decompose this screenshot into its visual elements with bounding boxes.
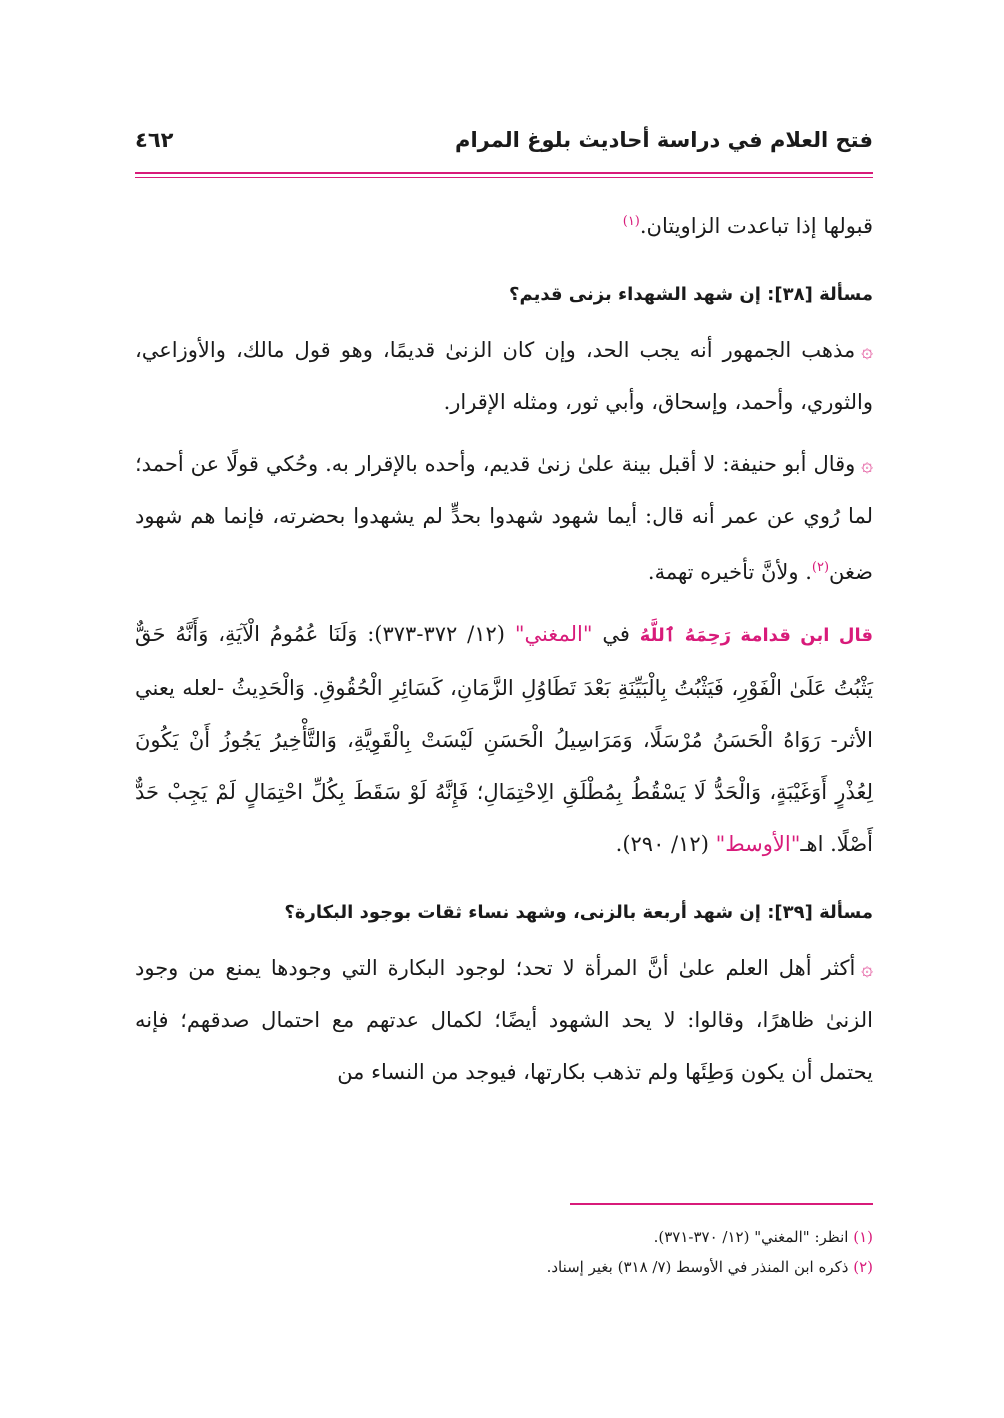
running-header [135,128,873,164]
intro-text: قبولها إذا تباعدت الزاويتان. [639,214,873,238]
quote-body: (١٢/ ٣٧٢-٣٧٣): وَلَنَا عُمُومُ الْآيَةِ، وَأَنَّهُ حَقٌّ يَثْبُتُ عَلَىٰ الْفَوْرِ، فَيَثْبُتُ بِالْبَيِّنَةِ بَعْدَ تَطَاوُلِ الزَّمَانِ، كَسَائِرِ الْحُقُوقِ. وَالْحَدِيثُ -لعله يعني الأثر- رَوَاهُ الْحَسَنُ مُرْسَلًا، وَمَرَاسِيلُ الْحَسَنِ لَيْسَتْ بِالْقَوِيَّةِ، وَالتَّأْخِيرُ يَجُوزُ أَنْ يَكُونَ لِعُذْرٍ أَوَغَيْبَةٍ، وَالْحَدُّ لَا يَسْقُطُ بِمُطْلَقِ الِاحْتِمَالِ؛ فَإِنَّهُ لَوْ سَقَطَ بِكُلِّ احْتِمَالٍ لَمْ يَجِبْ حَدٌّ أَصْلًا. اهـ [135,622,873,856]
intro-line [135,196,873,252]
ornament-flower-icon: ۞ [861,452,873,476]
issue-39-para-1 [135,942,873,1098]
running-title: فتح العلام في دراسة أحاديث بلوغ المرام [455,128,873,152]
quote-source-2: "الأوسط" [715,832,801,856]
issue-38-para-2 [135,438,873,598]
ibn-qudama-quote [135,608,873,870]
issue-38-para-1-text: مذهب الجمهور أنه يجب الحد، وإن كان الزنىٰ قديمًا، وهو قول مالك، والأوزاعي، والثوري، وأحمد، وإسحاق، وأبي ثور، ومثله الإقرار. [135,338,873,414]
quote-intro: في [592,622,640,646]
footnote-2 [135,1252,873,1282]
footnote-1 [135,1222,873,1252]
issue-39-heading: مسألة [٣٩]: إن شهد أربعة بالزنى، وشهد نساء ثقات بوجود البكارة؟ [284,902,873,923]
issue-39-para-1-text: أكثر أهل العلم علىٰ أنَّ المرأة لا تحد؛ لوجود البكارة التي وجودها يمنع من وجود الزنىٰ ظاهرًا، وقالوا: لا يحد الشهود أيضًا؛ لكمال عدتهم مع احتمال صدقهم؛ فإنه يحتمل أن يكون وَطِئَها ولم تذهب بكارتها، فيوجد من النساء من [135,956,873,1084]
issue-38-para-1 [135,324,873,428]
footnote-ref-1[interactable]: (١) [622,214,640,229]
footnote-number: (١) [853,1228,873,1246]
page-number: ٤٦٢ [135,128,174,152]
issue-38-heading: مسألة [٣٨]: إن شهد الشهداء بزنى قديم؟ [509,284,873,305]
header-rule-thin [135,177,873,178]
issue-38-para-2-end: . ولأنَّ تأخيره تهمة. [647,560,812,584]
quote-source: "المغني" [514,622,593,646]
quote-speaker: قال ابن قدامة رَحِمَهُ ٱللَّهُ [639,625,873,646]
quote-end: (١٢/ ٢٩٠). [615,832,716,856]
footnote-text: ذكره ابن المنذر في الأوسط (٧/ ٣١٨) بغير إسناد. [546,1258,849,1276]
footnote-separator [570,1203,873,1205]
footnote-ref-2[interactable]: (٢) [811,560,830,575]
ornament-flower-icon: ۞ [861,338,873,362]
issue-38-para-2-text: وقال أبو حنيفة: لا أقبل بينة علىٰ زنىٰ قديم، وأحده بالإقرار به. وحُكي قولًا عن أحمد؛ لما رُوي عن عمر أنه قال: أيما شهود شهدوا بحدٍّ لم يشهدوا بحضرته، فإنما هم شهود ضغن [135,452,873,584]
page-body [135,196,873,1098]
header-rule [135,172,873,174]
footnote-number: (٢) [853,1258,873,1276]
footnotes [135,1222,873,1282]
ornament-flower-icon: ۞ [861,956,873,980]
footnote-text: انظر: "المغني" (١٢/ ٣٧٠-٣٧١). [653,1228,849,1246]
